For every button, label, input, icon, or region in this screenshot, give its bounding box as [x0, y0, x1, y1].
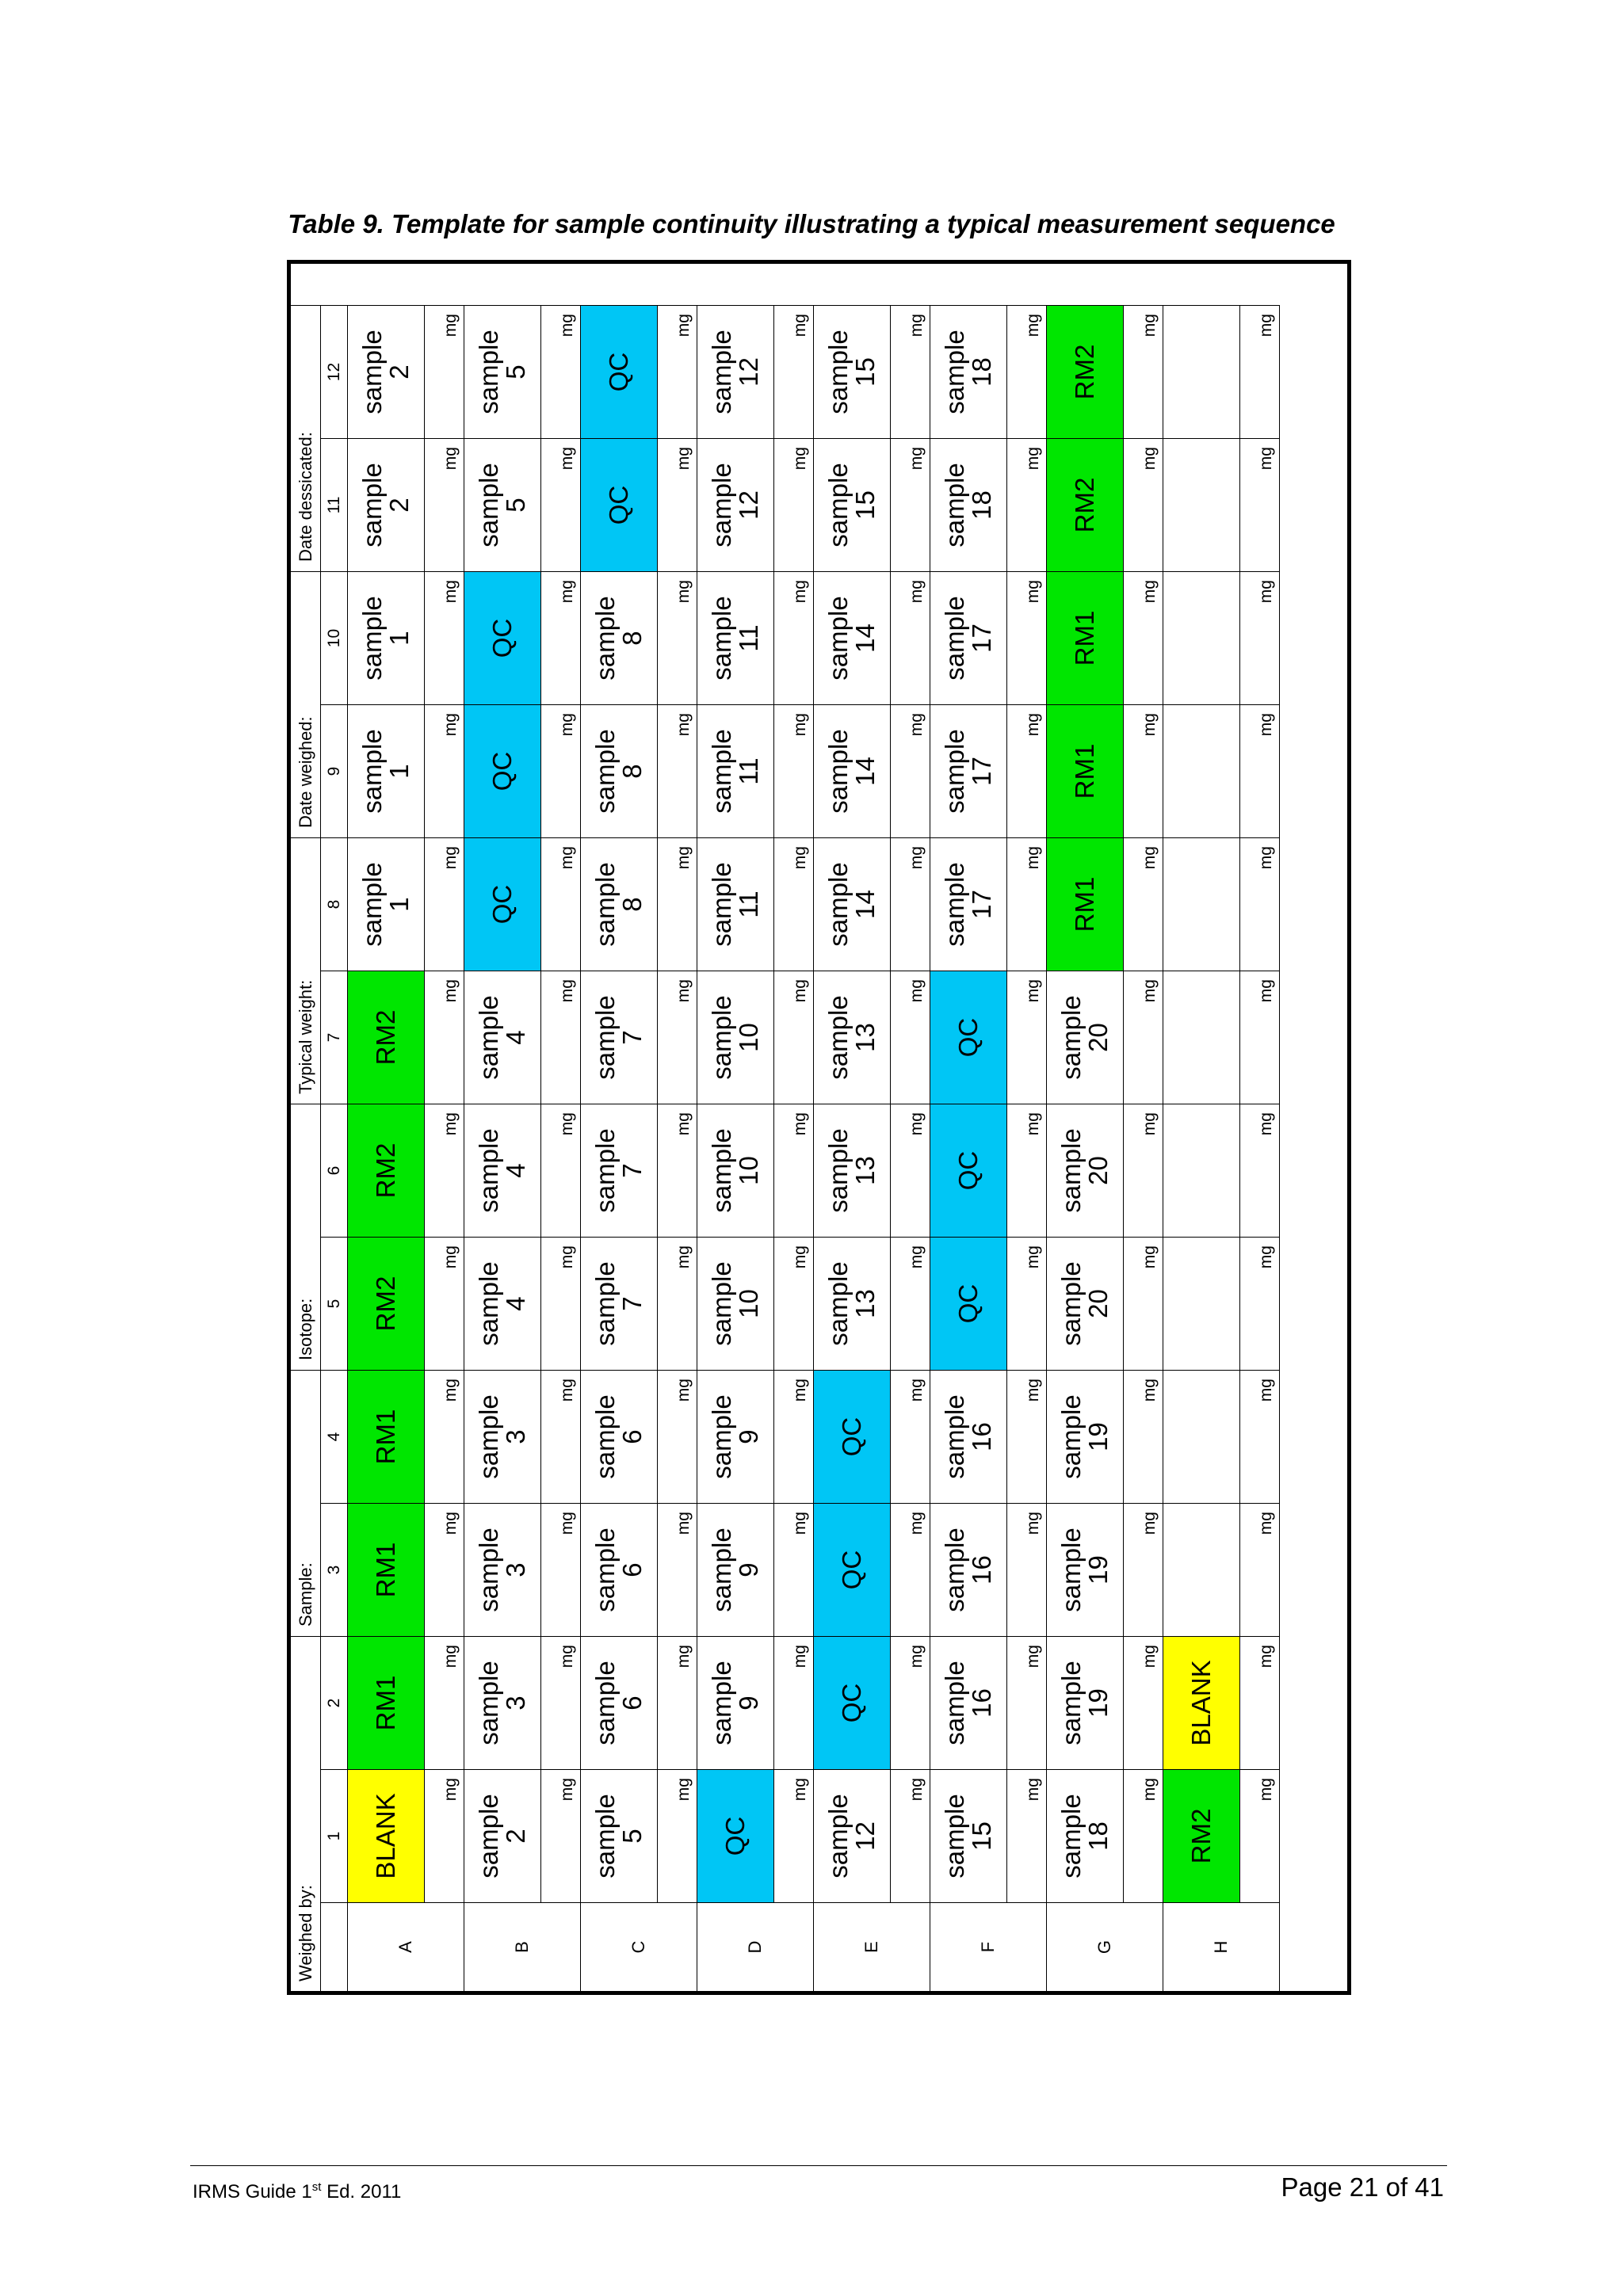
well-weight-unit: mg — [1240, 837, 1280, 971]
well-weight-unit: mg — [1007, 1370, 1047, 1503]
well-content: sample 10 — [697, 1237, 774, 1370]
well-weight-unit: mg — [425, 1769, 464, 1902]
well-content: sample 19 — [1047, 1370, 1124, 1503]
well-weight-unit: mg — [541, 837, 581, 971]
well-content: sample 18 — [930, 438, 1007, 571]
well-content: QC — [464, 704, 541, 837]
well-content: QC — [930, 1104, 1007, 1237]
well-content: RM2 — [1047, 305, 1124, 438]
well-content — [1163, 571, 1240, 704]
well-content: sample 8 — [581, 837, 658, 971]
column-number: 12 — [321, 305, 348, 438]
well-content: sample 9 — [697, 1503, 774, 1636]
well-weight-unit: mg — [774, 1104, 814, 1237]
well-content: RM2 — [1047, 438, 1124, 571]
well-content: sample 8 — [581, 704, 658, 837]
well-content: sample 2 — [348, 305, 425, 438]
column-number: 10 — [321, 571, 348, 704]
well-weight-unit: mg — [658, 1237, 697, 1370]
well-weight-unit: mg — [541, 704, 581, 837]
well-content: sample 10 — [697, 1104, 774, 1237]
well-weight-unit: mg — [1007, 305, 1047, 438]
well-weight-unit: mg — [541, 1370, 581, 1503]
well-weight-unit: mg — [1124, 1636, 1163, 1769]
well-content: sample 15 — [930, 1769, 1007, 1902]
field-date-dessicated[interactable]: Date dessicated: — [291, 305, 321, 571]
well-weight-unit: mg — [1007, 1503, 1047, 1636]
well-weight-unit: mg — [1007, 837, 1047, 971]
well-weight-unit: mg — [891, 1237, 930, 1370]
well-content: QC — [814, 1636, 891, 1769]
well-content: BLANK — [1163, 1636, 1240, 1769]
well-weight-unit: mg — [425, 1503, 464, 1636]
well-content: sample 13 — [814, 1104, 891, 1237]
column-number: 5 — [321, 1237, 348, 1370]
well-weight-unit: mg — [891, 1769, 930, 1902]
well-content: sample 20 — [1047, 1237, 1124, 1370]
well-content: sample 12 — [697, 438, 774, 571]
well-weight-unit: mg — [541, 571, 581, 704]
well-weight-unit: mg — [1240, 1104, 1280, 1237]
well-content: QC — [697, 1769, 774, 1902]
page-number: Page 21 of 41 — [1281, 2172, 1444, 2202]
well-content — [1163, 1370, 1240, 1503]
well-content: QC — [814, 1370, 891, 1503]
well-content: sample 2 — [348, 438, 425, 571]
well-weight-unit: mg — [425, 704, 464, 837]
row-label: E — [814, 1902, 930, 1991]
well-content: RM2 — [348, 971, 425, 1104]
well-weight-unit: mg — [1240, 704, 1280, 837]
well-content: sample 4 — [464, 971, 541, 1104]
well-weight-unit: mg — [658, 305, 697, 438]
row-label: D — [697, 1902, 814, 1991]
well-weight-unit: mg — [891, 1370, 930, 1503]
well-weight-unit: mg — [541, 1503, 581, 1636]
well-content: QC — [930, 1237, 1007, 1370]
well-content: QC — [464, 571, 541, 704]
row-label: F — [930, 1902, 1047, 1991]
well-content: sample 3 — [464, 1503, 541, 1636]
well-content: sample 16 — [930, 1503, 1007, 1636]
well-weight-unit: mg — [774, 1370, 814, 1503]
well-content: sample 15 — [814, 438, 891, 571]
well-weight-unit: mg — [658, 1104, 697, 1237]
footer-guide-superscript: st — [311, 2180, 322, 2194]
table-caption: Table 9. Template for sample continuity illustrating a typical measurement sequence — [288, 209, 1335, 238]
well-content: sample 6 — [581, 1503, 658, 1636]
field-typical-weight[interactable]: Typical weight: — [291, 837, 321, 1104]
well-weight-unit: mg — [425, 971, 464, 1104]
footer-guide-title — [193, 2180, 401, 2203]
well-weight-unit: mg — [1007, 1636, 1047, 1769]
well-content: sample 17 — [930, 837, 1007, 971]
well-weight-unit: mg — [658, 1370, 697, 1503]
well-content: sample 17 — [930, 704, 1007, 837]
well-weight-unit: mg — [541, 1769, 581, 1902]
well-content: sample 7 — [581, 971, 658, 1104]
well-weight-unit: mg — [425, 305, 464, 438]
well-content: sample 9 — [697, 1636, 774, 1769]
well-weight-unit: mg — [774, 971, 814, 1104]
well-content: RM1 — [1047, 704, 1124, 837]
well-content: sample 19 — [1047, 1503, 1124, 1636]
well-weight-unit: mg — [425, 1370, 464, 1503]
well-content: sample 6 — [581, 1636, 658, 1769]
well-content: BLANK — [348, 1769, 425, 1902]
row-label-blank — [321, 1902, 348, 1991]
well-content: sample 5 — [464, 305, 541, 438]
well-content: sample 10 — [697, 971, 774, 1104]
well-weight-unit: mg — [425, 438, 464, 571]
well-weight-unit: mg — [774, 438, 814, 571]
well-weight-unit: mg — [891, 837, 930, 971]
well-weight-unit: mg — [1240, 1769, 1280, 1902]
well-content: RM1 — [1047, 571, 1124, 704]
column-number: 3 — [321, 1503, 348, 1636]
well-content: sample 11 — [697, 571, 774, 704]
well-content: sample 11 — [697, 704, 774, 837]
well-weight-unit: mg — [658, 1503, 697, 1636]
well-weight-unit: mg — [1240, 1503, 1280, 1636]
row-label: A — [348, 1902, 464, 1991]
well-content: sample 14 — [814, 571, 891, 704]
well-content: sample 20 — [1047, 971, 1124, 1104]
well-weight-unit: mg — [774, 837, 814, 971]
footer-guide-edition: Ed. 2011 — [321, 2181, 402, 2203]
well-content: sample 3 — [464, 1370, 541, 1503]
well-content: RM2 — [348, 1237, 425, 1370]
row-label: B — [464, 1902, 581, 1991]
well-content: sample 16 — [930, 1636, 1007, 1769]
row-label: G — [1047, 1902, 1163, 1991]
field-weighed-by[interactable]: Weighed by: — [291, 1636, 321, 1991]
well-weight-unit: mg — [1124, 1104, 1163, 1237]
well-content — [1163, 1237, 1240, 1370]
well-content: RM1 — [348, 1370, 425, 1503]
well-weight-unit: mg — [1124, 837, 1163, 971]
well-weight-unit: mg — [1007, 1769, 1047, 1902]
well-weight-unit: mg — [891, 571, 930, 704]
well-weight-unit: mg — [774, 571, 814, 704]
well-weight-unit: mg — [891, 704, 930, 837]
well-content: RM2 — [348, 1104, 425, 1237]
well-weight-unit: mg — [1007, 571, 1047, 704]
well-weight-unit: mg — [774, 1237, 814, 1370]
well-weight-unit: mg — [1124, 1769, 1163, 1902]
well-weight-unit: mg — [658, 438, 697, 571]
well-weight-unit: mg — [541, 971, 581, 1104]
well-weight-unit: mg — [541, 1636, 581, 1769]
well-weight-unit: mg — [658, 704, 697, 837]
well-content — [1163, 305, 1240, 438]
well-weight-unit: mg — [1240, 571, 1280, 704]
well-weight-unit: mg — [425, 1237, 464, 1370]
well-content: sample 4 — [464, 1237, 541, 1370]
well-content: RM1 — [348, 1503, 425, 1636]
rotated-table-grid — [291, 264, 1347, 1991]
column-number: 1 — [321, 1769, 348, 1902]
sample-continuity-table — [287, 260, 1351, 1995]
well-weight-unit: mg — [774, 1769, 814, 1902]
row-label: H — [1163, 1902, 1280, 1991]
well-weight-unit: mg — [658, 1769, 697, 1902]
well-content — [1163, 438, 1240, 571]
well-content — [1163, 971, 1240, 1104]
well-content: sample 7 — [581, 1237, 658, 1370]
field-date-weighed[interactable]: Date weighed: — [291, 571, 321, 837]
well-content: sample 19 — [1047, 1636, 1124, 1769]
well-content: sample 16 — [930, 1370, 1007, 1503]
well-content: sample 5 — [464, 438, 541, 571]
well-weight-unit: mg — [1240, 1370, 1280, 1503]
well-weight-unit: mg — [1240, 305, 1280, 438]
well-weight-unit: mg — [658, 971, 697, 1104]
well-content: sample 9 — [697, 1370, 774, 1503]
well-weight-unit: mg — [891, 1503, 930, 1636]
well-content — [1163, 1503, 1240, 1636]
well-content — [1163, 704, 1240, 837]
field-isotope[interactable]: Isotope: — [291, 1104, 321, 1370]
well-weight-unit: mg — [1124, 971, 1163, 1104]
well-weight-unit: mg — [425, 571, 464, 704]
well-content: sample 8 — [581, 571, 658, 704]
well-weight-unit: mg — [1007, 971, 1047, 1104]
well-content: RM2 — [1163, 1769, 1240, 1902]
well-weight-unit: mg — [1124, 1370, 1163, 1503]
well-weight-unit: mg — [1124, 1237, 1163, 1370]
well-weight-unit: mg — [1124, 438, 1163, 571]
well-content: sample 7 — [581, 1104, 658, 1237]
well-content: sample 13 — [814, 1237, 891, 1370]
well-content: sample 12 — [814, 1769, 891, 1902]
well-weight-unit: mg — [774, 1636, 814, 1769]
well-weight-unit: mg — [1240, 438, 1280, 571]
well-weight-unit: mg — [1007, 1237, 1047, 1370]
well-content: sample 4 — [464, 1104, 541, 1237]
well-content: sample 1 — [348, 571, 425, 704]
well-content: sample 1 — [348, 837, 425, 971]
well-content: sample 5 — [581, 1769, 658, 1902]
well-content: sample 13 — [814, 971, 891, 1104]
footer-divider — [190, 2165, 1447, 2166]
well-weight-unit: mg — [1124, 704, 1163, 837]
row-label: C — [581, 1902, 697, 1991]
column-number: 11 — [321, 438, 348, 571]
well-weight-unit: mg — [1240, 1636, 1280, 1769]
well-content: sample 15 — [814, 305, 891, 438]
well-content: sample 12 — [697, 305, 774, 438]
well-weight-unit: mg — [658, 571, 697, 704]
well-weight-unit: mg — [541, 1237, 581, 1370]
well-weight-unit: mg — [541, 438, 581, 571]
well-weight-unit: mg — [658, 837, 697, 971]
well-weight-unit: mg — [774, 704, 814, 837]
column-number: 2 — [321, 1636, 348, 1769]
well-weight-unit: mg — [1124, 571, 1163, 704]
well-weight-unit: mg — [891, 1636, 930, 1769]
well-weight-unit: mg — [1240, 1237, 1280, 1370]
well-weight-unit: mg — [425, 1104, 464, 1237]
well-content — [1163, 1104, 1240, 1237]
well-weight-unit: mg — [1124, 1503, 1163, 1636]
well-weight-unit: mg — [891, 305, 930, 438]
well-weight-unit: mg — [541, 1104, 581, 1237]
well-weight-unit: mg — [774, 305, 814, 438]
well-content: sample 1 — [348, 704, 425, 837]
column-number: 6 — [321, 1104, 348, 1237]
well-weight-unit: mg — [1007, 1104, 1047, 1237]
well-content: sample 20 — [1047, 1104, 1124, 1237]
well-content: sample 2 — [464, 1769, 541, 1902]
column-number: 8 — [321, 837, 348, 971]
column-number: 9 — [321, 704, 348, 837]
well-content: QC — [814, 1503, 891, 1636]
well-weight-unit: mg — [774, 1503, 814, 1636]
column-number: 7 — [321, 971, 348, 1104]
well-content: sample 17 — [930, 571, 1007, 704]
well-content: sample 14 — [814, 837, 891, 971]
well-content: sample 18 — [1047, 1769, 1124, 1902]
well-weight-unit: mg — [658, 1636, 697, 1769]
field-sample[interactable]: Sample: — [291, 1370, 321, 1636]
well-content: sample 14 — [814, 704, 891, 837]
well-weight-unit: mg — [891, 438, 930, 571]
well-content: RM1 — [1047, 837, 1124, 971]
well-content: sample 18 — [930, 305, 1007, 438]
column-number: 4 — [321, 1370, 348, 1503]
well-weight-unit: mg — [1007, 438, 1047, 571]
well-content: QC — [581, 305, 658, 438]
well-weight-unit: mg — [1007, 704, 1047, 837]
well-content: QC — [930, 971, 1007, 1104]
well-weight-unit: mg — [425, 1636, 464, 1769]
well-content: RM1 — [348, 1636, 425, 1769]
well-weight-unit: mg — [891, 971, 930, 1104]
well-weight-unit: mg — [425, 837, 464, 971]
well-weight-unit: mg — [1240, 971, 1280, 1104]
well-content: QC — [464, 837, 541, 971]
well-content: QC — [581, 438, 658, 571]
footer-guide-name: IRMS Guide 1 — [193, 2181, 312, 2203]
well-weight-unit: mg — [891, 1104, 930, 1237]
well-weight-unit: mg — [1124, 305, 1163, 438]
well-content: sample 11 — [697, 837, 774, 971]
well-content — [1163, 837, 1240, 971]
well-weight-unit: mg — [541, 305, 581, 438]
well-content: sample 3 — [464, 1636, 541, 1769]
well-content: sample 6 — [581, 1370, 658, 1503]
